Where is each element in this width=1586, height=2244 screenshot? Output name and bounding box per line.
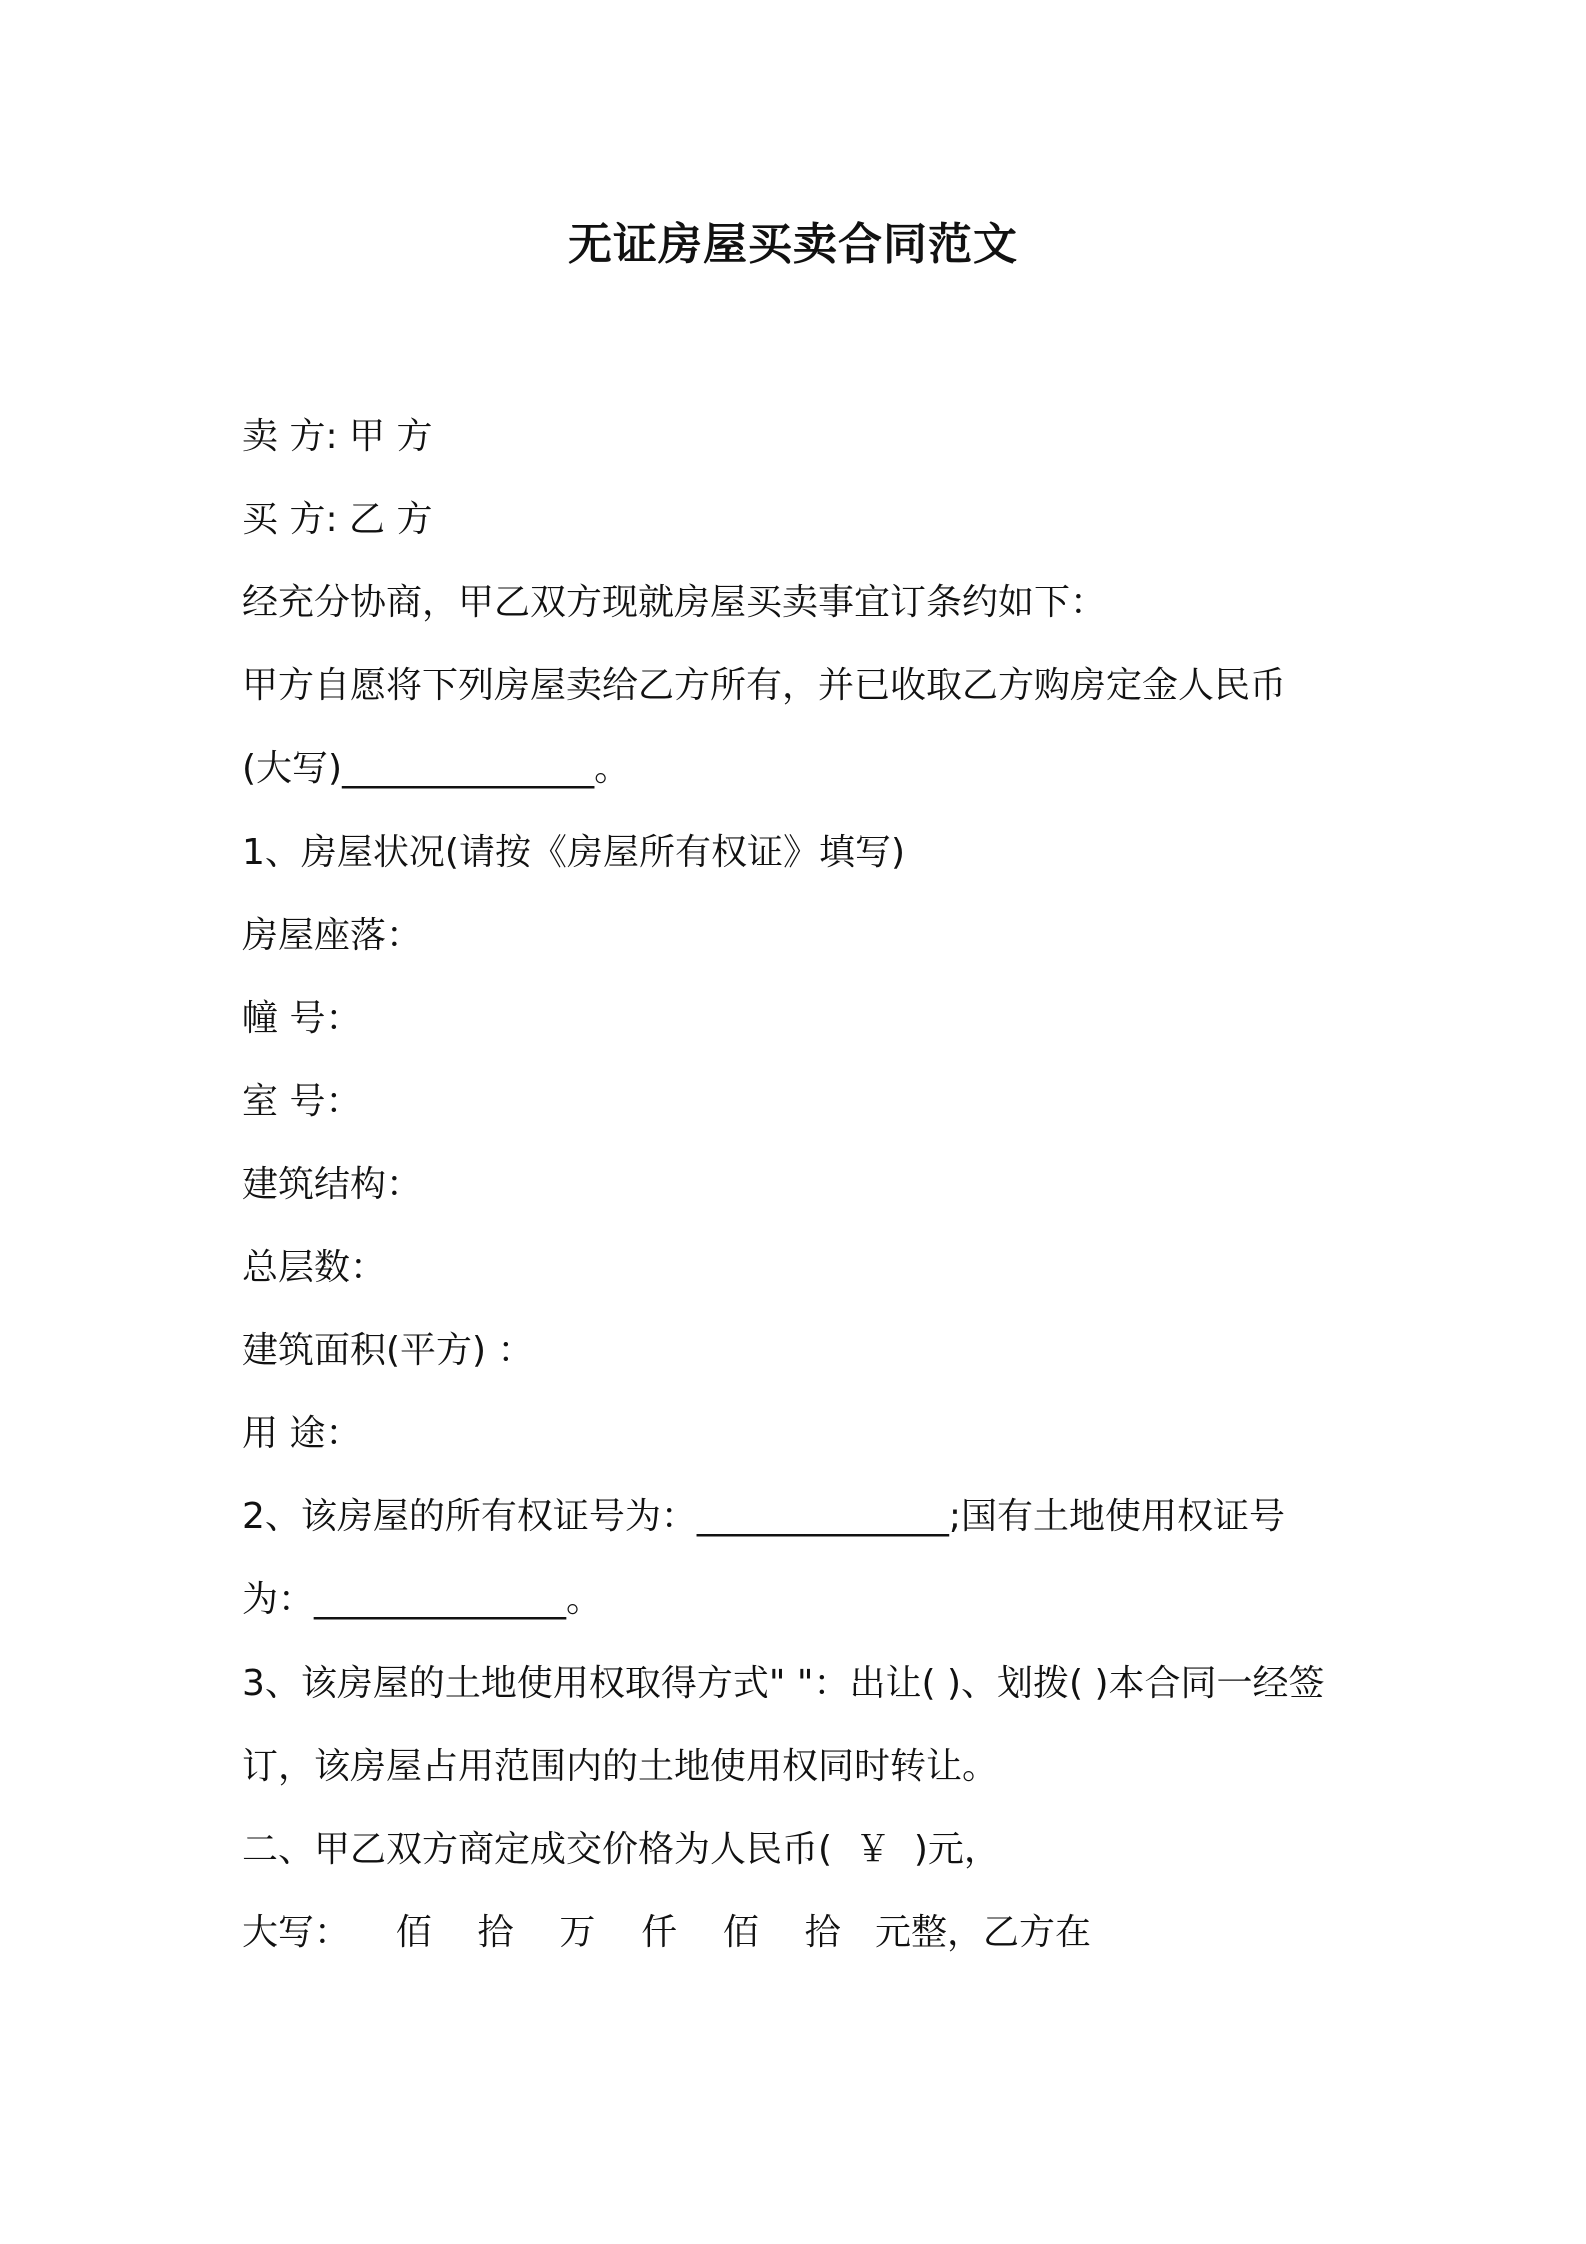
field-location: 房屋座落：	[242, 915, 423, 956]
price-clause-line-2: 大写： 佰 拾 万 仟 佰 拾 元整，乙方在	[242, 1912, 1091, 1953]
deposit-clause-line-2: (大写)______________。	[242, 748, 631, 789]
field-usage: 用 途：	[242, 1413, 362, 1454]
price-clause-line-1: 二、甲乙双方商定成交价格为人民币( ￥ )元，	[242, 1829, 1000, 1870]
field-structure: 建筑结构：	[242, 1164, 423, 1205]
section-1-heading: 1、房屋状况(请按《房屋所有权证》填写)	[242, 832, 905, 873]
deposit-clause-line-1: 甲方自愿将下列房屋卖给乙方所有，并已收取乙方购房定金人民币	[242, 665, 1287, 706]
buyer-line: 买 方: 乙 方	[242, 499, 433, 540]
field-total-floors: 总层数：	[242, 1247, 387, 1288]
section-2-line-1: 2、该房屋的所有权证号为：______________;国有土地使用权证号	[242, 1496, 1286, 1537]
document-title: 无证房屋买卖合同范文	[568, 219, 1018, 270]
agreement-intro: 经充分协商，甲乙双方现就房屋买卖事宜订条约如下：	[242, 582, 1107, 623]
field-room-number: 室 号：	[242, 1081, 362, 1122]
field-floor-area: 建筑面积(平方) ：	[242, 1330, 534, 1371]
section-3-line-1: 3、该房屋的土地使用权取得方式" "：出让( )、划拨( )本合同一经签	[242, 1663, 1325, 1704]
section-2-line-2: 为：______________。	[242, 1579, 603, 1620]
section-3-line-2: 订，该房屋占用范围内的土地使用权同时转让。	[242, 1746, 999, 1787]
seller-line: 卖 方: 甲 方	[242, 416, 433, 457]
field-building-number: 幢 号：	[242, 998, 362, 1039]
